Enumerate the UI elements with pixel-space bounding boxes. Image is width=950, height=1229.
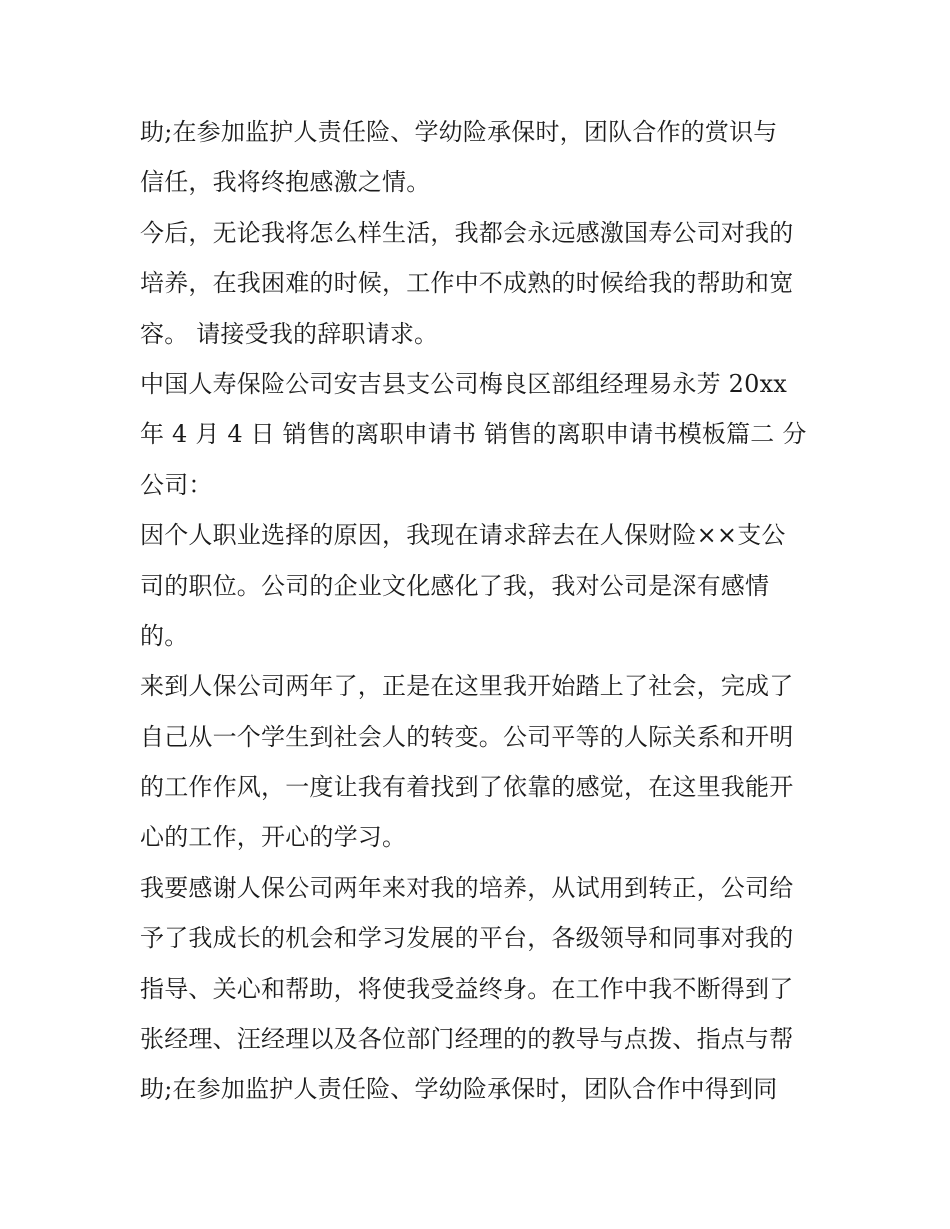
text-line: 的工作作风，一度让我有着找到了依靠的感觉，在这里我能开 — [140, 773, 794, 802]
text-line: 来到人保公司两年了，正是在这里我开始踏上了社会，完成了 — [140, 672, 794, 701]
text-line: 指导、关心和帮助，将使我受益终身。在工作中我不断得到了 — [140, 974, 794, 1003]
text-line: 今后，无论我将怎么样生活，我都会永远感激国寿公司对我的 — [140, 218, 794, 247]
text-line: 张经理、汪经理以及各位部门经理的的教导与点拨、指点与帮 — [140, 1025, 794, 1054]
text-line: 公司： — [140, 470, 213, 499]
text-line: 司的职位。公司的企业文化感化了我，我对公司是深有感情 — [140, 571, 770, 600]
text-line: 助;在参加监护人责任险、学幼险承保时，团队合作中得到同 — [140, 1075, 778, 1104]
text-line: 年 4 月 4 日 销售的离职申请书 销售的离职申请书模板篇二 分 — [140, 420, 807, 449]
document-body — [140, 107, 830, 1115]
text-line: 培养，在我困难的时候，工作中不成熟的时候给我的帮助和宽 — [140, 269, 794, 298]
text-line: 中国人寿保险公司安吉县支公司梅良区部组经理易永芳 20xx — [140, 369, 788, 398]
text-line: 予了我成长的机会和学习发展的平台，各级领导和同事对我的 — [140, 924, 794, 953]
text-line: 信任，我将终抱感激之情。 — [140, 168, 431, 197]
text-line: 助;在参加监护人责任险、学幼险承保时，团队合作的赏识与 — [140, 118, 778, 146]
text-line: 自己从一个学生到社会人的转变。公司平等的人际关系和开明 — [140, 722, 794, 751]
text-line: 我要感谢人保公司两年来对我的培养，从试用到转正，公司给 — [140, 873, 794, 902]
text-line: 容。 请接受我的辞职请求。 — [140, 319, 439, 348]
text-line: 的。 — [140, 621, 189, 650]
text-line: 因个人职业选择的原因，我现在请求辞去在人保财险××支公 — [140, 521, 786, 550]
text-line: 心的工作，开心的学习。 — [140, 823, 407, 852]
